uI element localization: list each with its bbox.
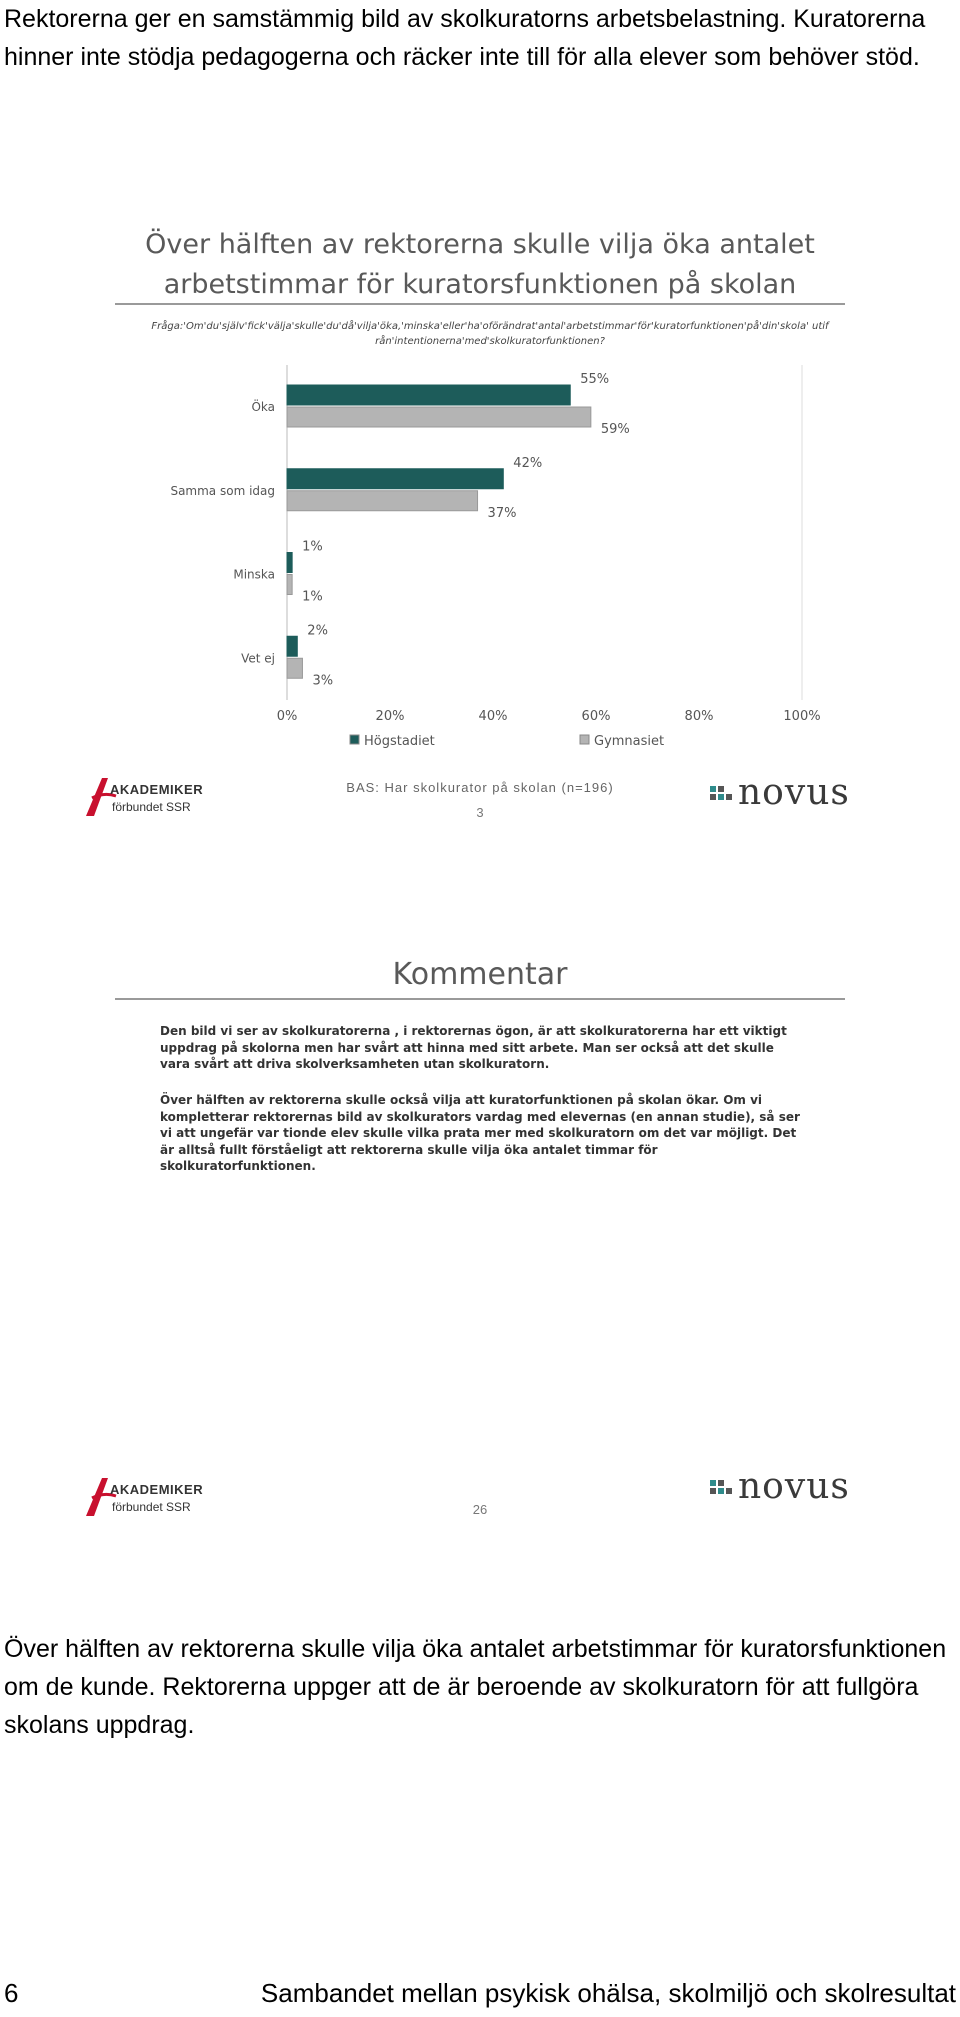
bar-gymnasiet xyxy=(287,575,292,595)
slide-title: Över hälften av rektorerna skulle vilja öka antalet arbetstimmar för kuratorsfunktionen på skolan xyxy=(145,229,815,300)
slide2-page-number: 26 xyxy=(472,1502,488,1517)
x-tick-label: 80% xyxy=(684,709,714,724)
novus-logo-2 xyxy=(710,1466,880,1508)
comment-title: Kommentar xyxy=(392,957,568,992)
novus-wordmark: novus xyxy=(738,1466,850,1507)
legend-swatch xyxy=(580,735,589,744)
outro-paragraph: Över hälften av rektorerna skulle vilja öka antalet arbetstimmar för kuratorsfunktionen om de kunde. Rektorerna uppger att de är beroende av skolkuratorn för att fullgöra skolans uppdrag. xyxy=(4,1635,947,1739)
slide1-page-number: 3 xyxy=(476,805,484,820)
bar-hogstadiet xyxy=(287,469,503,489)
data-label: 3% xyxy=(312,673,334,689)
footer-page-number: 6 xyxy=(4,1978,19,2008)
survey-question: Fråga:'Om'du'själv'fick'välja'skulle'du'då'vilja'öka,'minska'eller'ha'oförändrat'antal'arbetstimmar'för'kuratorfunktionen'på'din'skola' utifrån'intentionerna'med'skolkuratorfunktionen? xyxy=(151,321,829,347)
novus-grid-icon xyxy=(710,786,738,810)
base-note: BAS: Har skolkurator på skolan (n=196) xyxy=(346,780,614,795)
bar-gymnasiet xyxy=(287,658,302,678)
akademiker-line1: AKADEMIKER xyxy=(110,782,204,797)
data-label: 1% xyxy=(302,589,323,605)
x-tick-label: 60% xyxy=(581,709,611,724)
bar-gymnasiet xyxy=(287,407,591,427)
bar-gymnasiet xyxy=(287,491,478,511)
data-label: 55% xyxy=(580,372,610,387)
akademiker-logo xyxy=(82,770,212,820)
comment-paragraph-1: Den bild vi ser av skolkuratorerna , i rektorernas ögon, är att skolkuratorerna har ett viktigt uppdrag på skolorna men har svårt att hinna med sitt arbete. Man ser också att det skulle vara svårt att driva skolverksamheten utan skolkuratorn. xyxy=(160,1024,787,1071)
legend-label: Högstadiet xyxy=(364,734,435,749)
comment-paragraph-2: Över hälften av rektorerna skulle också vilja att kuratorfunktionen på skolan ökar. Om vi kompletterar rektorernas bild av skolkurators vardag med elevernas (en annan studie), så ser vi att ungefär var tionde elev skulle vilka prata mer med skolkuratorn om det var möjligt. Det är alltså fullt förståeligt att rektorerna skulle vilja öka antalet timmar för skolkuratorfunktionen. xyxy=(160,1093,800,1173)
category-label: Samma som idag xyxy=(170,483,275,498)
title-rule xyxy=(115,303,845,305)
category-label: Öka xyxy=(251,400,275,414)
category-label: Minska xyxy=(233,567,275,582)
data-label: 2% xyxy=(307,623,328,639)
intro-paragraph: Rektorerna ger en samstämmig bild av skolkuratorns arbetsbelastning. Kuratorerna hinner inte stödja pedagogerna och räcker inte till för alla elever som behöver stöd. xyxy=(4,5,926,71)
akademiker-line1: AKADEMIKER xyxy=(110,1482,204,1497)
akademiker-line2: förbundet SSR xyxy=(112,1500,191,1514)
comment-rule xyxy=(115,998,845,1000)
akademiker-logo-2 xyxy=(82,1470,212,1520)
novus-wordmark: novus xyxy=(738,772,850,813)
data-label: 42% xyxy=(513,455,543,471)
novus-grid-icon xyxy=(710,1480,738,1504)
legend-swatch xyxy=(350,735,359,744)
x-tick-label: 0% xyxy=(276,709,298,724)
category-label: Vet ej xyxy=(241,651,275,666)
akademiker-line2: förbundet SSR xyxy=(112,800,191,814)
bar-hogstadiet xyxy=(287,553,292,573)
bar-chart xyxy=(0,360,960,780)
bar-hogstadiet xyxy=(287,636,297,656)
x-tick-label: 20% xyxy=(375,709,405,724)
novus-logo xyxy=(710,772,880,814)
legend-label: Gymnasiet xyxy=(594,734,665,749)
footer-title: Sambandet mellan psykisk ohälsa, skolmiljö och skolresultat xyxy=(260,1978,956,2008)
data-label: 37% xyxy=(487,505,517,521)
x-tick-label: 100% xyxy=(783,709,821,724)
data-label: 1% xyxy=(302,539,323,555)
bar-hogstadiet xyxy=(287,385,570,405)
x-tick-label: 40% xyxy=(478,709,508,724)
data-label: 59% xyxy=(600,422,630,437)
